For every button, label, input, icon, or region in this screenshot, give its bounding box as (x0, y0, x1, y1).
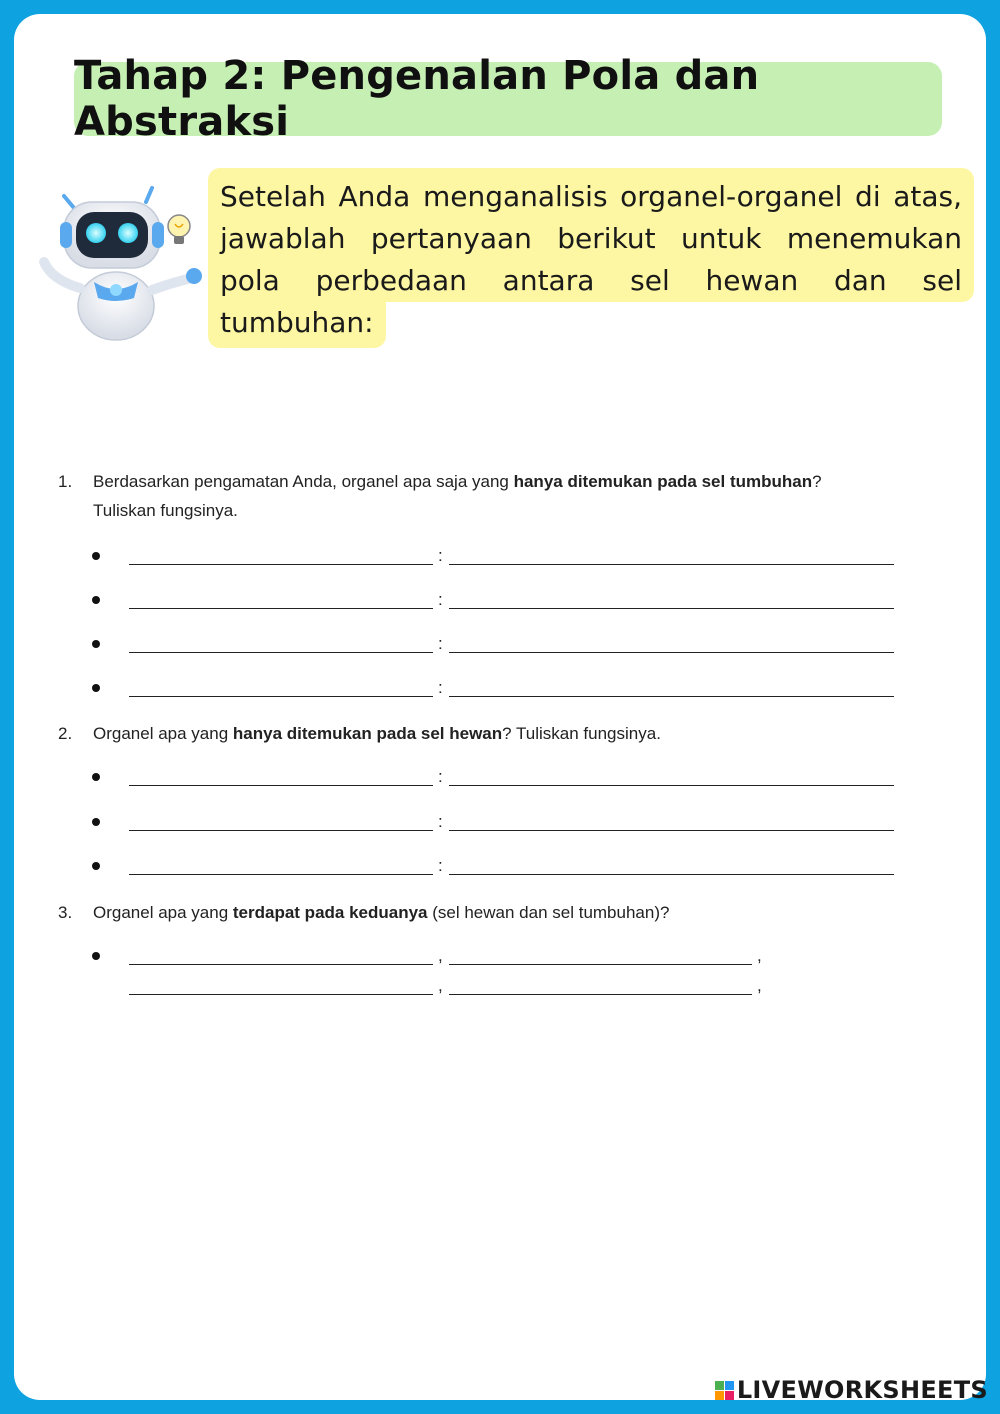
answer-blank-organelle[interactable] (129, 785, 433, 786)
question-1-line2: Tuliskan fungsinya. (93, 501, 238, 520)
comma-separator: , (438, 976, 443, 995)
answer-row (92, 546, 912, 570)
answer-blank-function[interactable] (449, 696, 894, 697)
colon-separator: : (438, 590, 443, 609)
question-2-bold: hanya ditemukan pada sel hewan (232, 724, 503, 743)
answer-blank-function[interactable] (449, 874, 894, 875)
question-3-pre: Organel apa yang (93, 903, 233, 922)
answer-blank-organelle[interactable] (129, 964, 433, 965)
answer-row (92, 856, 912, 880)
answer-blank-function[interactable] (449, 608, 894, 609)
answer-blank-organelle[interactable] (129, 696, 433, 697)
liveworksheets-logo (715, 1376, 988, 1404)
lightbulb-icon (168, 215, 190, 244)
intro-line-4: tumbuhan: (208, 302, 386, 348)
answer-blank-function[interactable] (449, 830, 894, 831)
comma-separator: , (757, 946, 762, 965)
bullet (92, 773, 100, 781)
answer-blank-function[interactable] (449, 652, 894, 653)
answer-row (92, 946, 912, 970)
robot-icon (34, 178, 204, 348)
colon-separator: : (438, 546, 443, 565)
question-1-bold: hanya ditemukan pada sel tumbuhan (513, 472, 813, 491)
answer-blank-organelle[interactable] (129, 994, 433, 995)
page-title (74, 53, 942, 145)
question-3-bold: terdapat pada keduanya (232, 903, 428, 922)
answer-row (92, 634, 912, 658)
question-3-number: 3. (58, 903, 73, 922)
bullet (92, 596, 100, 604)
question-1-post: ? (812, 472, 822, 491)
question-1-number: 1. (58, 472, 73, 491)
page-title-text: Tahap 2: Pengenalan Pola dan Abstraksi (74, 53, 760, 145)
answer-row (92, 812, 912, 836)
answer-row (92, 976, 912, 1000)
answer-row (92, 767, 912, 791)
intro-line-3: pola perbedaan antara sel hewan dan sel (208, 260, 974, 302)
comma-separator: , (438, 946, 443, 965)
comma-separator: , (757, 976, 762, 995)
question-2-post: ? Tuliskan fungsinya. (502, 724, 661, 743)
answer-blank-organelle[interactable] (129, 652, 433, 653)
bullet (92, 952, 100, 960)
question-3-post: (sel hewan dan sel tumbuhan)? (427, 903, 670, 922)
answer-blank-function[interactable] (449, 564, 894, 565)
answer-blank-organelle[interactable] (129, 564, 433, 565)
answer-blank-function[interactable] (449, 785, 894, 786)
colon-separator: : (438, 678, 443, 697)
question-2-pre: Organel apa yang (93, 724, 233, 743)
colon-separator: : (438, 812, 443, 831)
intro-line-1: Setelah Anda menganalisis organel-organel di atas, (208, 168, 974, 218)
answer-blank-organelle[interactable] (129, 608, 433, 609)
answer-blank-organelle[interactable] (129, 874, 433, 875)
colon-separator: : (438, 634, 443, 653)
answer-blank-organelle[interactable] (449, 994, 752, 995)
answer-blank-organelle[interactable] (129, 830, 433, 831)
bullet (92, 862, 100, 870)
intro-line-2: jawablah pertanyaan berikut untuk menemukan (208, 218, 974, 260)
answer-blank-organelle[interactable] (449, 964, 752, 965)
colon-separator: : (438, 767, 443, 786)
logo-text: LIVEWORKSHEETS (736, 1376, 988, 1404)
bullet (92, 552, 100, 560)
intro-paragraph (208, 168, 974, 348)
question-1-pre: Berdasarkan pengamatan Anda, organel apa saja yang (93, 472, 514, 491)
logo-mark-icon (715, 1381, 734, 1400)
answer-row (92, 678, 912, 702)
bullet (92, 640, 100, 648)
question-2-number: 2. (58, 724, 73, 743)
bullet (92, 818, 100, 826)
bullet (92, 684, 100, 692)
colon-separator: : (438, 856, 443, 875)
answer-row (92, 590, 912, 614)
